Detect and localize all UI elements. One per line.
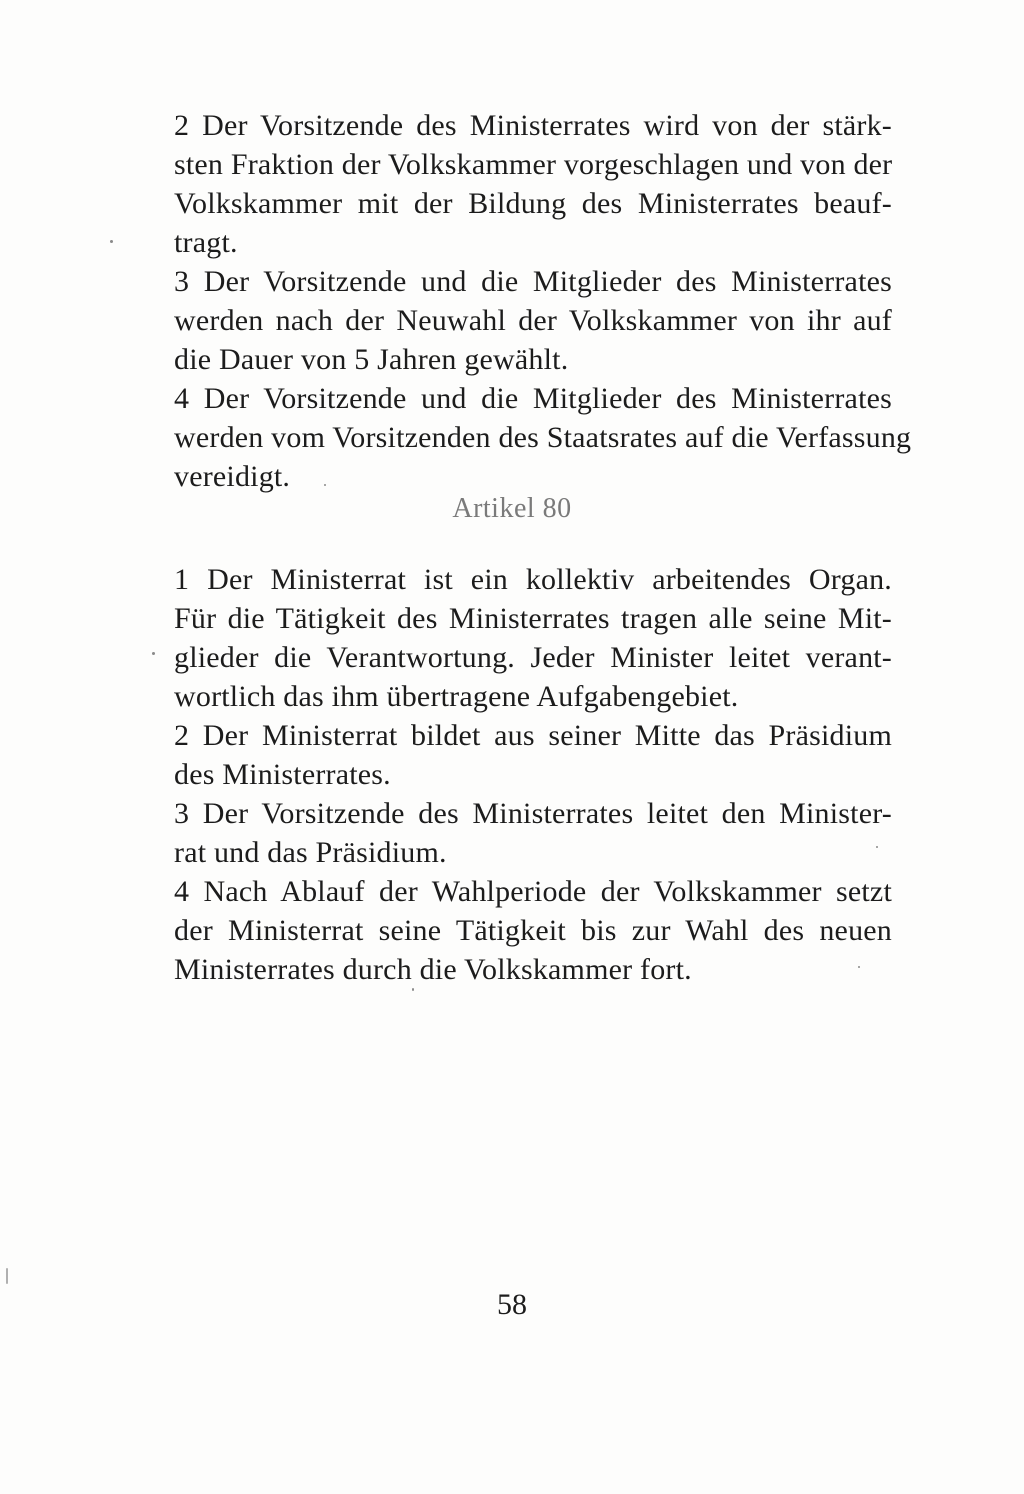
text-line: 1 Der Ministerrat ist ein kollektiv arbeitendes Organ. [174,563,892,596]
scan-speck [6,1268,8,1284]
text-line: sten Fraktion der Volkskammer vorgeschlagen und von der [174,148,893,181]
paragraph [174,872,892,989]
text-line: Ministerrates durch die Volkskammer fort. [174,953,692,986]
text-line: 2 Der Ministerrat bildet aus seiner Mitte das Präsidium [174,719,892,752]
scan-speck [858,966,860,968]
text-line: 3 Der Vorsitzende und die Mitglieder des Ministerrates [174,265,892,298]
scan-speck [110,240,113,243]
scan-speck [412,988,414,991]
scan-speck [324,484,326,486]
section-top [174,106,912,496]
text-line: des Ministerrates. [174,758,391,791]
text-line: Volkskammer mit der Bildung des Ministerrates beauf- [174,187,892,220]
text-line: die Dauer von 5 Jahren gewählt. [174,343,569,376]
paragraph [174,560,892,716]
paragraph [174,716,892,794]
paragraph [174,794,892,872]
page-number: 58 [497,1288,527,1321]
article-heading: Artikel 80 [452,493,572,524]
paragraph [174,262,892,379]
text-line: der Ministerrat seine Tätigkeit bis zur Wahl des neuen [174,914,892,947]
text-line: rat und das Präsidium. [174,836,447,869]
section-bottom [174,560,892,989]
scan-speck [876,846,878,848]
text-line: vereidigt. [174,460,291,493]
text-line: 4 Der Vorsitzende und die Mitglieder des Ministerrates [174,382,892,415]
text-line: wortlich das ihm übertragene Aufgabengebiet. [174,680,739,713]
text-line: Für die Tätigkeit des Ministerrates tragen alle seine Mit- [174,602,892,635]
text-line: werden nach der Neuwahl der Volkskammer von ihr auf [174,304,892,337]
text-line: 3 Der Vorsitzende des Ministerrates leitet den Minister- [174,797,892,830]
text-line: werden vom Vorsitzenden des Staatsrates auf die Verfassung [174,421,912,454]
paragraph [174,106,892,262]
text-line: tragt. [174,226,238,259]
paragraph [174,379,912,496]
text-line: 2 Der Vorsitzende des Ministerrates wird von der stärk- [174,109,892,142]
text-line: 4 Nach Ablauf der Wahlperiode der Volkskammer setzt [174,875,892,908]
scan-speck [152,652,155,655]
text-line: glieder die Verantwortung. Jeder Minister leitet verant- [174,641,892,674]
